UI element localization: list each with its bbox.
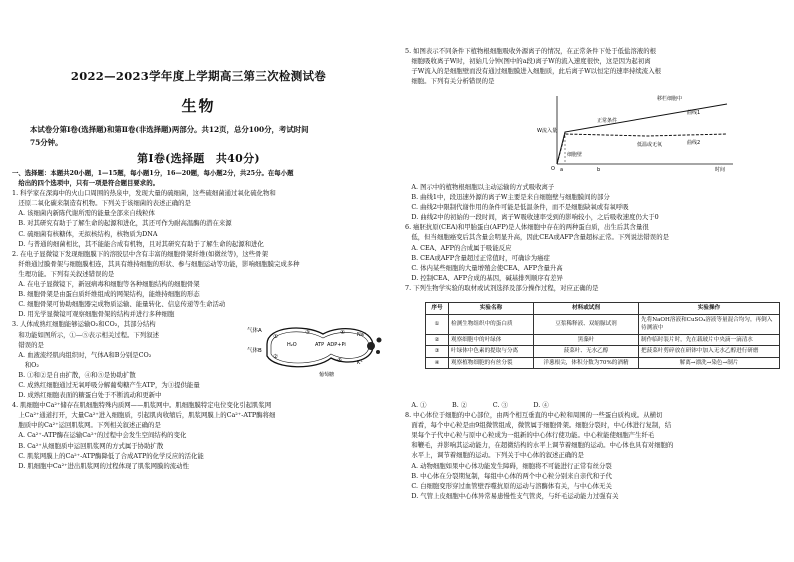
table-cell: 观察植物细胞的有丝分裂: [449, 357, 534, 369]
text-line: 胞质中的Ca²⁺运回肌浆网。下列相关叙述正确的是: [12, 421, 161, 430]
text-line: C. 曲线2中限制代谢作用的条件可能是低温条件，而不是细胞缺氧或有氧呼吸: [405, 203, 629, 212]
text-line: A. ① B. ② C. ③ D. ④: [405, 401, 549, 409]
text-line: A. 图示中的植物根细胞以主动运输的方式吸收离子: [405, 183, 555, 191]
text-line: C. 成熟红细胞通过无氧呼吸分解葡萄糖产生ATP，为③提供能量: [12, 380, 200, 389]
origin-label: O: [551, 166, 555, 172]
text-line: 3. 人体成熟红细胞能够运输O₂和CO₂，其部分结构: [12, 320, 156, 329]
text-line: 细胞。下列有关分析错误的是: [405, 77, 495, 86]
text-line: 子W流入的是细胞壁而没有通过细胞膜进入细胞质，此后离子W以恒定的速率持续流入根: [405, 67, 661, 76]
gas-b-label: 气体B: [247, 348, 262, 354]
table-row: [426, 346, 780, 358]
q5-stem: [405, 46, 661, 86]
text-line: 一、选择题：本题共20小题，1—15题，每小题1分，16—20题，每小题2分，共25分。在每小题: [12, 169, 294, 177]
lowtemp-label: 低温或无氧: [637, 142, 663, 148]
text-line: 果每个子代中心粒与原中心粒成为一组新的中心体行使功能。中心粒能使细胞产生纤毛: [405, 431, 655, 440]
table-header: 序号: [426, 303, 449, 315]
text-line: 上Ca²⁺通道打开，大量Ca²⁺进入细胞质，引起肌肉收缩后，肌浆网膜上的Ca²⁺-ATP酶将细: [12, 411, 276, 420]
text-line: D. 曲线2中的初始的一段时间，离子W吸收速率受到的影响较小，之后吸收速度仍大于0: [405, 213, 659, 222]
text-line: A. 该细菌内新陈代谢所需的能量全部来自线粒体: [12, 209, 155, 218]
table-cell: ④: [426, 357, 449, 369]
text-line: 细胞吸收离子W时，初始几分钟(图中的a段)离子W的流入速度很快，这是因为起初离: [405, 57, 651, 66]
text-line: A. CEA、AFP的合成属于吸能反应: [405, 243, 512, 252]
na-label: Na⁺: [357, 332, 367, 338]
text-line: C. 白细胞变形穿过血管壁吞噬抗原的运动与溶酶体有关，与中心体无关: [405, 481, 612, 490]
text-line: D. 与普通的细菌相比，其不能能合成有机物，且对其研究有助于了解生命的起源和进化: [12, 239, 264, 248]
curve2-label: 曲线2: [687, 140, 701, 146]
text-line: C. 硫细菌有核糖体，无拟核结构，核物质为DNA: [12, 229, 158, 238]
text-line: A. 动物细胞如果中心体功能发生障碍，细胞将不可能进行正常有丝分裂: [405, 461, 612, 470]
text-line: 错误的是: [12, 340, 44, 349]
table-cell: 豆浆稀释液、双缩脲试剂: [534, 314, 639, 334]
text-line: A. Ca²⁺-ATP酶在运输Ca²⁺的过程中会发生空间结构的变化: [12, 431, 187, 440]
part1-heading: 第Ⅰ卷(选择题 共40分): [137, 152, 260, 165]
ion-in-wall-label: 移栏细胞中: [657, 96, 683, 102]
text-line: 给出的四个选项中，只有一项是符合题目要求的。: [12, 179, 159, 188]
cell-wall-label: 细胞壁: [567, 152, 583, 158]
text-line: 4. 肌细胞中Ca²⁺储存在肌细胞特殊内质网——肌浆网中。肌细胞膜特定电位变化引起肌浆网: [12, 401, 272, 410]
q7-q8-text: [405, 400, 673, 501]
text-line: D. 成熟红细胞表面的糖蛋白处于不断流动和更新中: [12, 391, 162, 400]
text-line: B. 对其研究有助于了解生命的起源和进化，其还可作为耐高温酶的潜在来源: [12, 219, 232, 228]
text-line: 和O₂: [12, 360, 39, 369]
table-header: 材料或试剂: [534, 303, 639, 315]
table-header: 实验操作: [639, 303, 780, 315]
curve1-label: 曲线1: [687, 110, 701, 116]
table-cell: 洋葱根尖，体积分数为70%的酒精: [534, 357, 639, 369]
atp-label: ATP: [315, 342, 325, 348]
subject-title: 生物: [181, 97, 216, 115]
water-label: H₂O: [287, 342, 297, 348]
curve-2: [557, 134, 727, 164]
text-line: D. 控制CEA、AFP合成的基因，碱基排列顺序有差异: [405, 273, 563, 282]
table-cell: 叶绿体中色素的提取与分离: [449, 346, 534, 358]
glucose-label: 葡萄糖: [319, 372, 335, 378]
protein-dot: [377, 338, 382, 343]
gas-a-label: 气体A: [247, 328, 262, 334]
num-3-label: ③: [305, 330, 310, 336]
text-line: D. 用光学显微镜可观察细胞骨架的结构并进行多种细胞: [12, 310, 175, 319]
text-line: 纤维通过膜骨架与细胞膜相连，其具有维持细胞的形状、参与细胞运动等功能，影响细胞膜完成多种: [12, 259, 300, 268]
text-line: B. 中心体在分裂期复制，每组中心体的两个中心粒分别来自亲代和子代: [405, 471, 612, 480]
protein-dot: [367, 342, 375, 350]
normal-label: 正常条件: [597, 118, 618, 124]
text-line: B. CEA或AFP含量超过正常值时，可确诊为癌症: [405, 253, 550, 262]
q5-q7-text: [405, 182, 669, 293]
table-cell: ①: [426, 314, 449, 334]
table-cell: 解离→漂洗→染色→制片: [639, 357, 780, 369]
table-row: [426, 357, 780, 369]
table-cell: ②: [426, 334, 449, 346]
text-line: A. 血液流经肌肉组织时，气体A和B分别是CO₂: [12, 350, 152, 359]
exam-note-line: 75分钟。: [30, 138, 63, 147]
table-row: [426, 334, 780, 346]
k-label: K⁺: [357, 360, 363, 366]
table-cell: 先将NaOH溶液和CuSO₄溶液等量混合均匀，再倒入待测液中: [639, 314, 780, 334]
num-5-label: ⑤: [337, 358, 342, 364]
ion-uptake-graph: [537, 92, 737, 172]
text-line: C. 细胞骨架可协助细胞器完成物质运输、能量转化、信息传递等生命活动: [12, 300, 226, 309]
text-line: B. 细胞骨架是由蛋白质纤维组成的网架结构，能维持细胞的形态: [12, 290, 200, 299]
table-header: 实验名称: [449, 303, 534, 315]
exam-note: [30, 122, 386, 148]
num-4-label: ④: [340, 330, 345, 336]
exam-note-line: 本试卷分第Ⅰ卷(选择题)和第Ⅱ卷(非选择题)两部分。共12页，总分100分，考试时间: [30, 125, 309, 134]
y-axis-label: W流入量: [537, 128, 557, 134]
text-line: 1. 科学家在深海中的火山口周围的热泉中，发现大量的硫细菌，这些硫细菌通过氧化硫化物和: [12, 189, 276, 198]
experiment-table: [425, 302, 780, 369]
table-cell: ③: [426, 346, 449, 358]
text-line: 水平上，调节着细胞的运动。下列关于中心体的叙述正确的是: [405, 451, 584, 460]
text-line: C. 体内某些细胞的大量增殖会使CEA、AFP含量升高: [405, 263, 563, 272]
rbc-figure: [245, 320, 385, 382]
text-line: B. ①和②是自由扩散，④和⑤是协助扩散: [12, 370, 136, 379]
num-1-label: ①: [273, 334, 278, 340]
table-cell: 把菠菜叶剪碎放在研钵中加入无水乙醇进行研磨: [639, 346, 780, 358]
curve-1: [557, 104, 727, 164]
table-cell: 观察细胞中的叶绿体: [449, 334, 534, 346]
protein-dot: [376, 350, 380, 354]
table-cell: 菠菜叶、无水乙醇: [534, 346, 639, 358]
text-line: 6. 癌胚抗原(CEA)和甲胎蛋白(AFP)是人体细胞中存在的两种蛋白质，出生后其含量很: [405, 223, 649, 232]
text-line: 和功能如图所示，①—⑤表示相关过程。下列叙述: [12, 330, 159, 339]
table-row: [426, 314, 780, 334]
table-cell: 检测生物组织中的蛋白质: [449, 314, 534, 334]
table-cell: 制作临时装片时，先在载玻片中央滴一滴清水: [639, 334, 780, 346]
text-line: 7. 下列生物学实验的取材或试剂选择及部分操作过程，对应正确的是: [405, 283, 599, 292]
text-line: C. 肌浆网膜上的Ca²⁺-ATP酶降低了合成ATP的化学反应的活化能: [12, 451, 204, 460]
table-header-row: [426, 303, 780, 315]
text-line: 2. 在电子显微镜下发现细胞膜下的溶胶层中含有丰富的细胞骨架纤维(如微丝等)，这些骨架: [12, 249, 268, 258]
x-axis-label: 时间: [715, 167, 726, 172]
a-label: a: [560, 167, 564, 172]
text-line: 8. 中心体位于细胞的中心部位，由两个相互垂直的中心粒和周围的一些蛋白质构成。从横切: [405, 411, 663, 420]
text-line: D. 肌细胞中Ca²⁺进出肌浆网的过程体现了肌浆网膜的流动性: [12, 461, 189, 470]
text-line: B. 曲线1中，段迅速外源的离子W主要是来自细胞壁与细胞膜间的部分: [405, 193, 610, 202]
num-2-label: ②: [273, 354, 278, 360]
exam-title: 2022—2023学年度上学期高三第三次检测试卷: [70, 69, 327, 83]
text-line: D. 气管上皮细胞中心体异常易患慢性支气管炎，与纤毛运动能力过强有关: [405, 491, 619, 500]
text-line: 5. 如图表示不同条件下植物根细胞吸收外源离子的情况，在正常条件下处于低盐溶液的根: [405, 47, 656, 55]
text-line: B. Ca²⁺从细胞质中运回肌浆网的方式属于协助扩散: [12, 441, 164, 450]
text-line: 面看，每个中心粒是由9组微管组成，微管属于细胞骨架。细胞分裂时，中心体进行复制，结: [405, 421, 672, 430]
text-line: A. 在电子显微镜下，新冠病毒和细胞等各种细胞结构的细胞骨架: [12, 280, 200, 289]
b-label: b: [597, 167, 601, 172]
text-line: 还原二氧化碳来制造有机物。下列关于该细菌的表述正确的是: [12, 199, 191, 208]
text-line: 生理功能。下列有关叙述错误的是: [12, 269, 115, 278]
adp-label: ADP+Pi: [327, 342, 346, 348]
table-cell: 黑藻叶: [534, 334, 639, 346]
text-line: 和鞭毛，并影响其运动能力，在超微结构的水平上调节着细胞的运动。中心体也具有对细胞的: [405, 441, 674, 450]
text-line: 低，但当细胞癌变后其含量会明显升高，因此CEA或AFP含量超标正常。下列说法错误的是: [405, 233, 669, 242]
